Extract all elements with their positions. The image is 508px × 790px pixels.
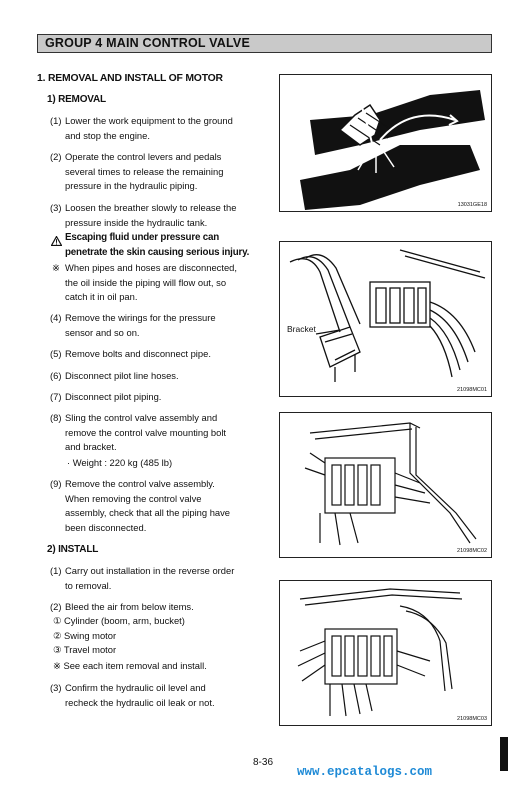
- step-number: (8): [50, 412, 62, 423]
- step-text: Disconnect pilot piping.: [65, 391, 162, 402]
- step-text: Remove the wirings for the pressure sensor and so on.: [65, 312, 216, 338]
- figure-valve-piping: [279, 412, 492, 558]
- step-number: (6): [50, 370, 62, 381]
- bracket-label: Bracket: [287, 324, 316, 334]
- step-number: (5): [50, 348, 62, 359]
- step-text: Loosen the breather slowly to release the pressure inside the hydraulic tank.: [65, 202, 237, 228]
- step-number: (3): [50, 682, 62, 693]
- step-text: Bleed the air from below items.: [65, 601, 194, 612]
- subsection-removal: 1) REMOVAL: [47, 94, 106, 105]
- weight-value: · Weight : 220 kg (485 lb): [67, 457, 173, 468]
- subsection-install: 2) INSTALL: [47, 544, 99, 555]
- warning-triangle-icon: [51, 233, 62, 251]
- figure-code: 21098MC03: [457, 716, 487, 722]
- note-text: ※ See each item removal and install.: [53, 660, 207, 671]
- section-title: 1. REMOVAL AND INSTALL OF MOTOR: [37, 73, 223, 84]
- page-number: 8-36: [253, 757, 274, 768]
- step-number: (4): [50, 312, 62, 323]
- step-number: (3): [50, 202, 62, 213]
- step-number: (1): [50, 115, 62, 126]
- note-mark: ※: [52, 262, 60, 273]
- step-number: (2): [50, 151, 62, 162]
- step-number: (9): [50, 478, 62, 489]
- warning-text: Escaping fluid under pressure can penetrate the skin causing serious injury.: [65, 232, 250, 258]
- figure-valve-assembly: [279, 580, 492, 726]
- step-number: (7): [50, 391, 62, 402]
- step-number: (1): [50, 565, 62, 576]
- step-text: Lower the work equipment to the ground and stop the engine.: [65, 115, 233, 141]
- figure-code: 21098MC02: [457, 548, 487, 554]
- section-tab-marker: [500, 737, 508, 771]
- step-text: Operate the control levers and pedals several times to release the remaining pressure in the hydraulic piping.: [65, 151, 224, 191]
- step-text: Disconnect pilot line hoses.: [65, 370, 179, 381]
- figure-code: 21098MC01: [457, 387, 487, 393]
- group-header: GROUP 4 MAIN CONTROL VALVE: [37, 34, 492, 53]
- step-text: Carry out installation in the reverse order to removal.: [65, 565, 235, 591]
- figure-valve-bracket: [279, 241, 492, 397]
- step-text: Remove bolts and disconnect pipe.: [65, 348, 211, 359]
- figure-fluid-injury: [279, 74, 492, 212]
- figure-code: 13031GE18: [457, 202, 487, 208]
- note-text: When pipes and hoses are disconnected, the oil inside the piping will flow out, so catch it in oil pan.: [65, 262, 237, 302]
- step-text: Sling the control valve assembly and remove the control valve mounting bolt and bracket.: [65, 412, 227, 452]
- step-text: Remove the control valve assembly. When removing the control valve assembly, check that all the piping have been disconnected.: [65, 478, 231, 533]
- bleed-items-list: ① Cylinder (boom, arm, bucket) ② Swing motor ③ Travel motor: [53, 615, 185, 655]
- watermark-link[interactable]: www.epcatalogs.com: [297, 765, 433, 779]
- step-number: (2): [50, 601, 62, 612]
- step-text: Confirm the hydraulic oil level and recheck the hydraulic oil leak or not.: [65, 682, 215, 708]
